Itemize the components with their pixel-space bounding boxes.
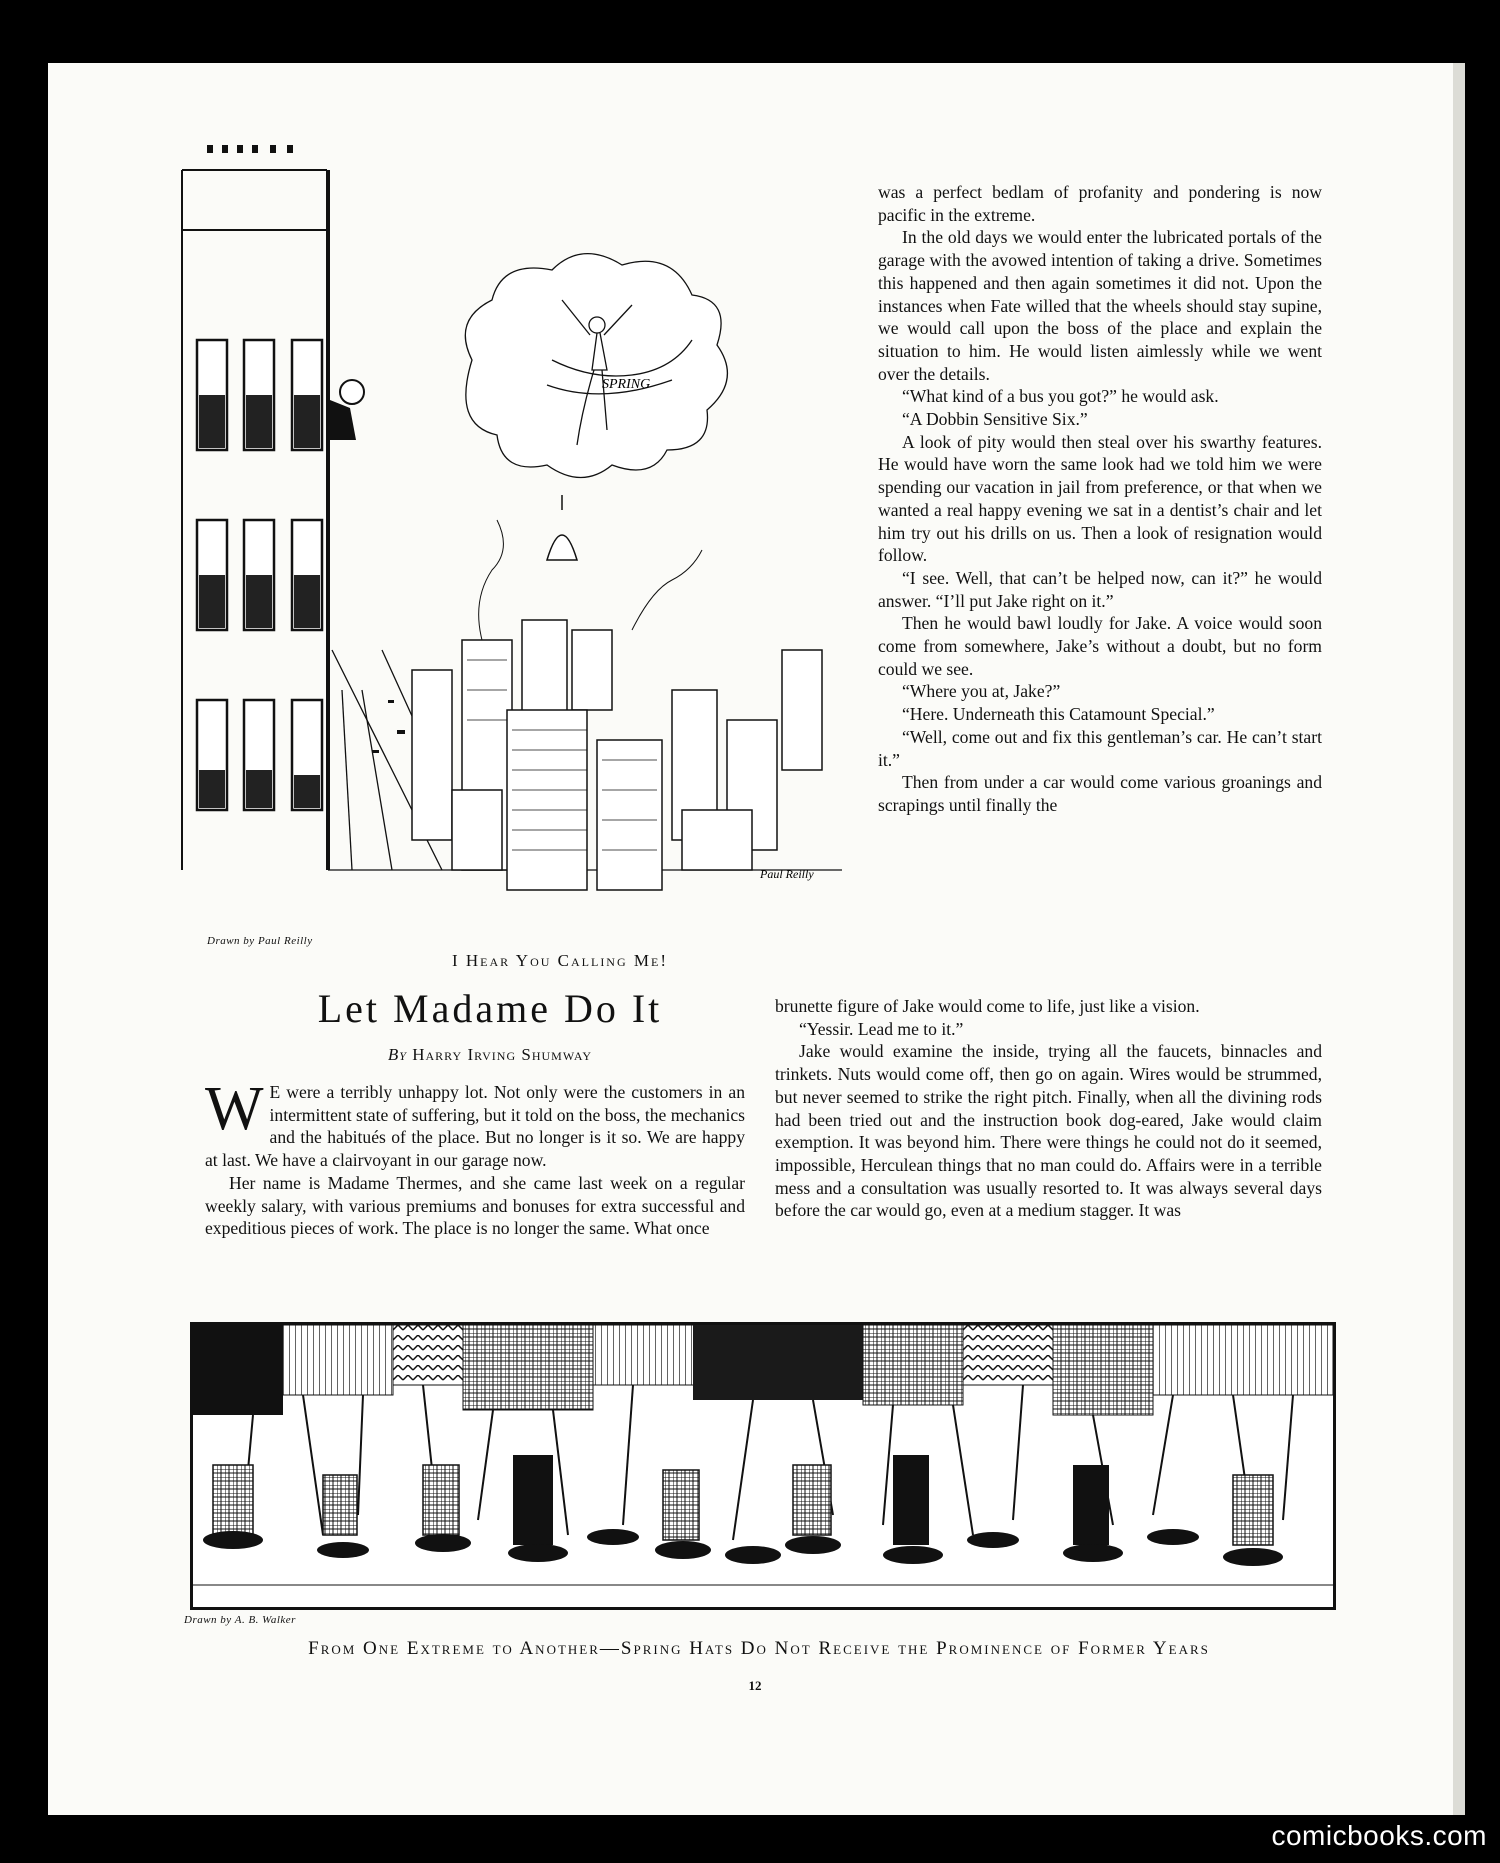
author-name: Harry Irving Shumway xyxy=(412,1045,593,1064)
paragraph: “I see. Well, that can’t be helped now, can it?” he would answer. “I’ll put Jake right on it.” xyxy=(878,567,1322,611)
drop-cap: W xyxy=(205,1075,264,1143)
paragraph-text: E were a terribly unhappy lot. Not only were the customers in an intermittent state of suffering, but it told on the boss, the mechanics and the habitués of the place. But no longer is it so. We are happy at last. We have a clairvoyant in our garage now. xyxy=(205,1082,745,1171)
illustration-caption: I Hear You Calling Me! xyxy=(451,951,669,970)
article-title: Let Madame Do It xyxy=(317,986,663,1031)
byline-prefix: By xyxy=(387,1045,407,1064)
paragraph: Then from under a car would come various groanings and scrapings until finally the xyxy=(878,772,1322,815)
paragraph: brunette figure of Jake would come to life, just like a vision. xyxy=(775,996,1200,1016)
bottom-illustration-caption: From One Extreme to Another—Spring Hats Do Not Receive the Prominence of Former Years xyxy=(308,1638,1210,1659)
page-edge xyxy=(1453,63,1465,1815)
illustration-credit: Drawn by Paul Reilly xyxy=(207,935,313,947)
walking-feet-illustration xyxy=(190,1322,1336,1610)
cloud-label: SPRING xyxy=(602,377,651,392)
paragraph: Jake would examine the inside, trying all the faucets, binnacles and trinkets. Nuts would come off, then go on again. Wires would be strummed, but never seemed to strike the right pitch. Finally, when all the divining rods had been tried out and the instruction book dog-eared, Jake would claim exemption. It was beyond him. There were things he could not do it seemed, impossible, Herculean things that no man could do. Affairs were in a terrible mess and a consultation was usually resorted to. It was always several days before the car would go, even at a medium stagger. It was xyxy=(775,1041,1322,1221)
paragraph: A look of pity would then steal over his swarthy features. He would have worn the same look had we told him we were spending our vacation in jail from preference, or that when we wanted a real happy evening we sat in a dentist’s chair and let him try out his drills on us. Then a look of resignation would follow. xyxy=(878,431,1322,566)
paragraph: In the old days we would enter the lubricated portals of the garage with the avowed intention of taking a drive. Sometimes this happened and then again sometimes it did not. Upon the instances when Fate willed that the wheels should stay supine, we would call upon the boss of the place and explain the situation to him. He would listen aimlessly while we went over the details. xyxy=(878,227,1322,384)
paragraph xyxy=(205,1075,745,1172)
bottom-illustration-credit: Drawn by A. B. Walker xyxy=(184,1614,296,1626)
site-watermark: comicbooks.com xyxy=(1271,1820,1487,1851)
paragraph: “Yessir. Lead me to it.” xyxy=(799,1018,964,1039)
paragraph: was a perfect bedlam of profanity and pondering is now pacific in the extreme. xyxy=(878,182,1322,225)
paragraph: Then he would bawl loudly for Jake. A voice would soon come from somewhere, Jake’s without a doubt, but no form could we see. xyxy=(878,613,1322,679)
paragraph: “Where you at, Jake?” xyxy=(902,681,1061,702)
article-byline xyxy=(205,1045,775,1065)
paragraph: “Here. Underneath this Catamount Special.” xyxy=(902,704,1215,725)
artist-signature: Paul Reilly xyxy=(760,867,814,881)
paragraph: “What kind of a bus you got?” he would ask. xyxy=(902,386,1219,407)
right-column-bottom xyxy=(775,995,1322,1222)
right-column-top xyxy=(878,181,1322,817)
left-column xyxy=(205,1075,745,1240)
paragraph: “A Dobbin Sensitive Six.” xyxy=(902,409,1088,430)
paragraph: “Well, come out and fix this gentleman’s car. He can’t start it.” xyxy=(878,726,1322,770)
paragraph: Her name is Madame Thermes, and she came last week on a regular weekly salary, with various premiums and bonuses for extra successful and expeditious pieces of work. The place is no longer the same. What once xyxy=(205,1172,745,1239)
skyline-illustration xyxy=(152,130,852,900)
page-number: 12 xyxy=(748,1678,762,1693)
